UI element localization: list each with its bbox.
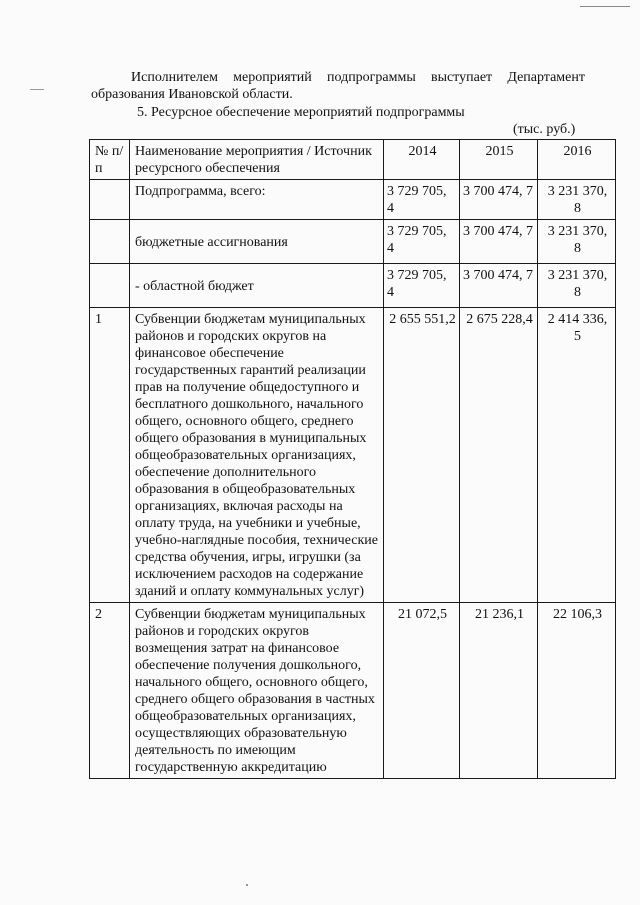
row-num: 2 [90,603,130,779]
row-num [90,220,130,264]
scan-mark-top-right [580,6,630,7]
row-2014: 3 729 705, 4 [384,180,460,220]
row-2016: 3 231 370, 8 [538,264,616,308]
header-2014: 2014 [384,140,460,180]
header-2016: 2016 [538,140,616,180]
scan-speck [246,884,248,886]
intro-line-2: образования Ивановской области. [91,87,293,102]
header-2015: 2015 [460,140,538,180]
table-row [90,264,616,308]
table-row [90,603,616,779]
row-num [90,264,130,308]
table-row [90,308,616,603]
row-name: - областной бюджет [130,264,384,308]
row-2014: 3 729 705, 4 [384,220,460,264]
intro-line-1: Исполнителем мероприятий подпрограммы выступает Департамент [131,70,585,85]
row-2016: 2 414 336, 5 [538,308,616,603]
header-num: № п/п [90,140,130,180]
row-2015: 3 700 474, 7 [460,180,538,220]
row-name: Субвенции бюджетам муниципальных районов и городских округов на финансовое обеспечение государственных гарантий реализации прав на получение общедоступного и бесплатного дошкольного, начального общего, основного общего, среднего общего образования в муниципальных общеобразовательных организациях, обеспечение дополнительного образования в общеобразовательных организациях, включая расходы на оплату труда, на учебники и учебные, учебно-наглядные пособия, технические средства обучения, игры, игрушки (за исключением расходов на содержание зданий и оплату коммунальных услуг) [130,308,384,603]
resource-table [89,139,616,779]
row-name: бюджетные ассигнования [130,220,384,264]
section-title: 5. Ресурсное обеспечение мероприятий подпрограммы [137,105,465,120]
row-name: Подпрограмма, всего: [130,180,384,220]
row-2014: 2 655 551,2 [384,308,460,603]
row-2015: 3 700 474, 7 [460,264,538,308]
row-2016: 3 231 370, 8 [538,220,616,264]
scan-mark-left [30,89,44,90]
table-row [90,220,616,264]
row-2016: 3 231 370, 8 [538,180,616,220]
row-2015: 21 236,1 [460,603,538,779]
row-2015: 2 675 228,4 [460,308,538,603]
units-label: (тыс. руб.) [513,122,576,137]
row-2014: 3 729 705, 4 [384,264,460,308]
row-name: Субвенции бюджетам муниципальных районов и городских округов возмещения затрат на финансовое обеспечение получения дошкольного, начального общего, основного общего, среднего общего образования в частных общеобразовательных организациях, осуществляющих образовательную деятельность по имеющим государственную аккредитацию [130,603,384,779]
row-2014: 21 072,5 [384,603,460,779]
header-name: Наименование мероприятия / Источник ресурсного обеспечения [130,140,384,180]
row-num [90,180,130,220]
row-2015: 3 700 474, 7 [460,220,538,264]
table-header-row [90,140,616,180]
intro-paragraph [91,69,585,103]
row-num: 1 [90,308,130,603]
row-2016: 22 106,3 [538,603,616,779]
table-row [90,180,616,220]
